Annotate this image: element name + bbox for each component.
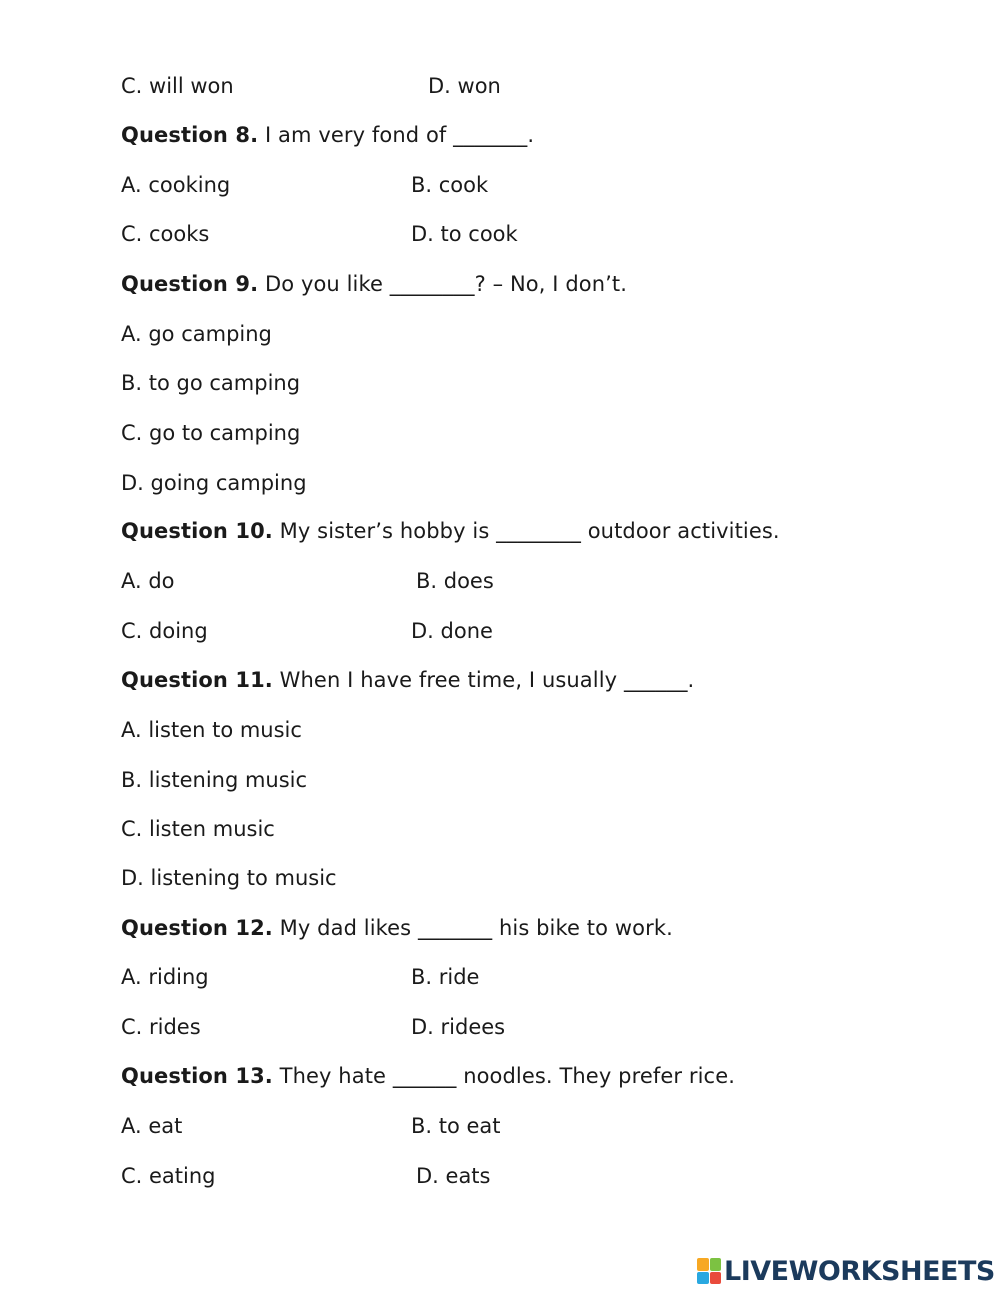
- question-9-text: Do you like ________? – No, I don’t.: [258, 272, 628, 296]
- q11-option-d: D. listening to music: [121, 866, 337, 890]
- q10-option-a: A. do: [121, 569, 175, 593]
- question-8-label: Question 8.: [121, 123, 259, 147]
- question-12-text: My dad likes _______ his bike to work.: [272, 916, 673, 940]
- q9-option-d: D. going camping: [121, 471, 307, 495]
- q10-option-b: B. does: [416, 569, 494, 593]
- q12-option-d: D. ridees: [411, 1015, 506, 1039]
- logo-text: LIVEWORKSHEETS: [724, 1255, 995, 1287]
- question-9-label: Question 9.: [121, 272, 259, 296]
- question-13-label: Question 13.: [121, 1064, 273, 1088]
- q7-option-d: D. won: [428, 74, 501, 98]
- question-11-label: Question 11.: [121, 668, 273, 692]
- q9-option-c: C. go to camping: [121, 421, 301, 445]
- q9-option-a: A. go camping: [121, 322, 272, 346]
- q11-option-a: A. listen to music: [121, 718, 302, 742]
- q10-option-c: C. doing: [121, 619, 208, 643]
- question-13: [121, 1062, 735, 1090]
- liveworksheets-logo: [697, 1253, 995, 1289]
- q13-option-a: A. eat: [121, 1114, 183, 1138]
- question-10-text: My sister’s hobby is ________ outdoor activities.: [272, 519, 780, 543]
- question-8-text: I am very fond of _______.: [258, 123, 535, 147]
- question-11-text: When I have free time, I usually ______.: [272, 668, 695, 692]
- q12-option-a: A. riding: [121, 965, 209, 989]
- q11-option-c: C. listen music: [121, 817, 275, 841]
- q8-option-c: C. cooks: [121, 222, 210, 246]
- q9-option-b: B. to go camping: [121, 371, 301, 395]
- question-12: [121, 914, 673, 942]
- q13-option-b: B. to eat: [411, 1114, 501, 1138]
- question-12-label: Question 12.: [121, 916, 273, 940]
- logo-grid-icon: [697, 1258, 721, 1284]
- q12-option-b: B. ride: [411, 965, 480, 989]
- question-8: [121, 121, 534, 149]
- q8-option-a: A. cooking: [121, 173, 231, 197]
- question-10: [121, 517, 780, 545]
- q13-option-d: D. eats: [416, 1164, 491, 1188]
- q11-option-b: B. listening music: [121, 768, 308, 792]
- q8-option-b: B. cook: [411, 173, 489, 197]
- q10-option-d: D. done: [411, 619, 493, 643]
- q7-option-c: C. will won: [121, 74, 234, 98]
- q12-option-c: C. rides: [121, 1015, 201, 1039]
- q8-option-d: D. to cook: [411, 222, 518, 246]
- question-10-label: Question 10.: [121, 519, 273, 543]
- q13-option-c: C. eating: [121, 1164, 216, 1188]
- question-13-text: They hate ______ noodles. They prefer rice.: [272, 1064, 735, 1088]
- question-11: [121, 666, 694, 694]
- question-9: [121, 270, 627, 298]
